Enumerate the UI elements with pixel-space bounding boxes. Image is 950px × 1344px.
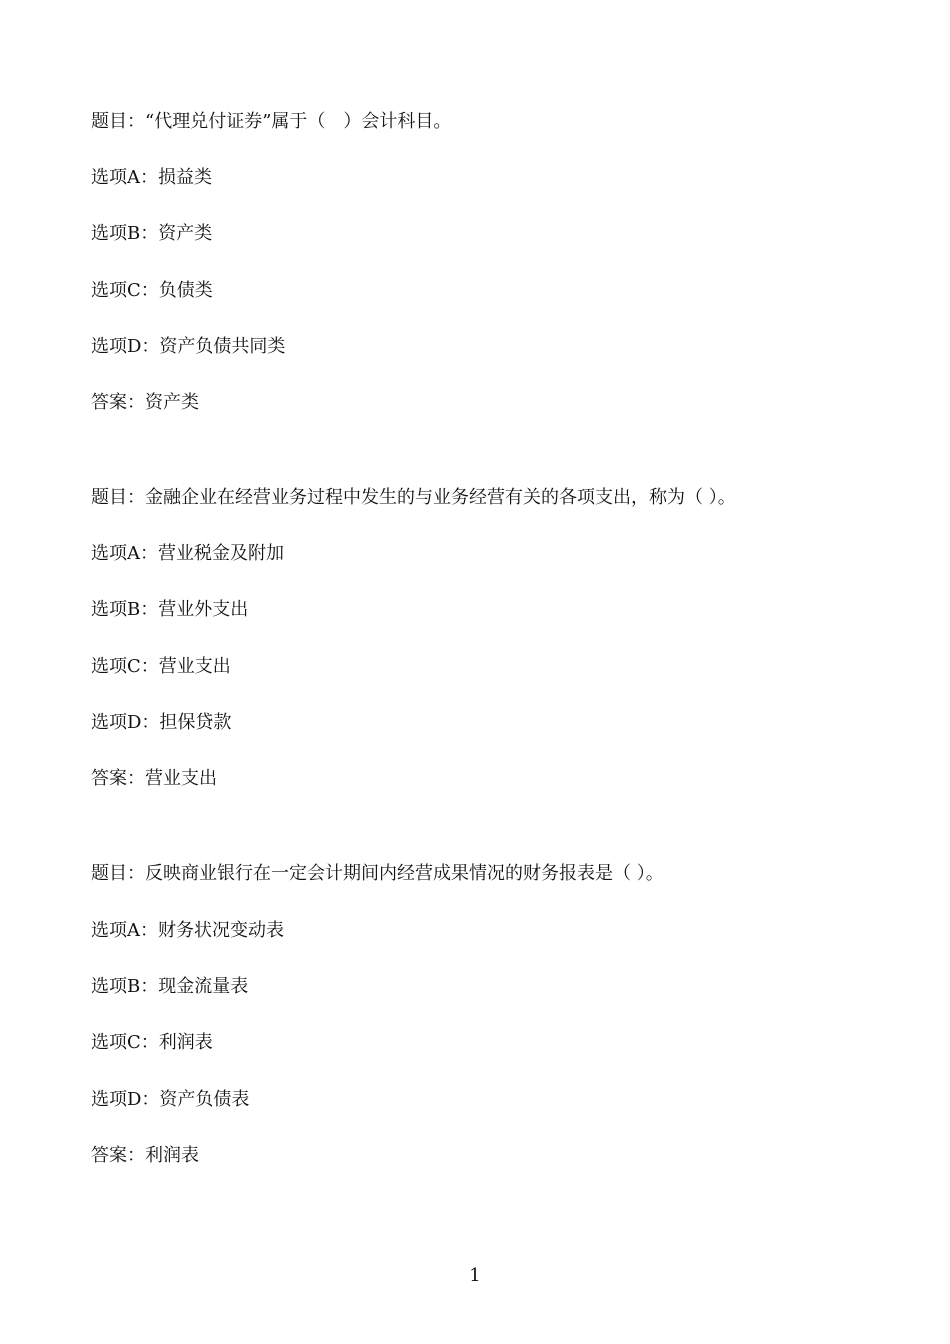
question-1-answer: 答案：资产类 xyxy=(91,392,199,413)
question-2-text: 题目：金融企业在经营业务过程中发生的与业务经营有关的各项支出，称为（ ）。 xyxy=(91,487,736,508)
question-2-option-d: 选项D：担保贷款 xyxy=(91,712,232,733)
question-3-option-d: 选项D：资产负债表 xyxy=(91,1089,250,1110)
question-3-option-b: 选项B：现金流量表 xyxy=(91,976,249,997)
question-3-option-c: 选项C：利润表 xyxy=(91,1032,213,1053)
question-1-option-a: 选项A：损益类 xyxy=(91,167,212,188)
question-3-option-a: 选项A：财务状况变动表 xyxy=(91,920,284,941)
question-2-option-c: 选项C：营业支出 xyxy=(91,656,231,677)
question-2-option-a: 选项A：营业税金及附加 xyxy=(91,543,284,564)
question-1-text: 题目：“代理兑付证券”属于（ ）会计科目。 xyxy=(91,111,452,132)
question-1-option-c: 选项C：负债类 xyxy=(91,280,213,301)
question-2-option-b: 选项B：营业外支出 xyxy=(91,599,249,620)
question-3-text: 题目：反映商业银行在一定会计期间内经营成果情况的财务报表是（ ）。 xyxy=(91,863,664,884)
question-1-option-b: 选项B：资产类 xyxy=(91,223,213,244)
question-3-answer: 答案：利润表 xyxy=(91,1145,199,1166)
question-2-answer: 答案：营业支出 xyxy=(91,768,217,789)
page-number: 1 xyxy=(469,1265,481,1286)
question-1-option-d: 选项D：资产负债共同类 xyxy=(91,336,286,357)
